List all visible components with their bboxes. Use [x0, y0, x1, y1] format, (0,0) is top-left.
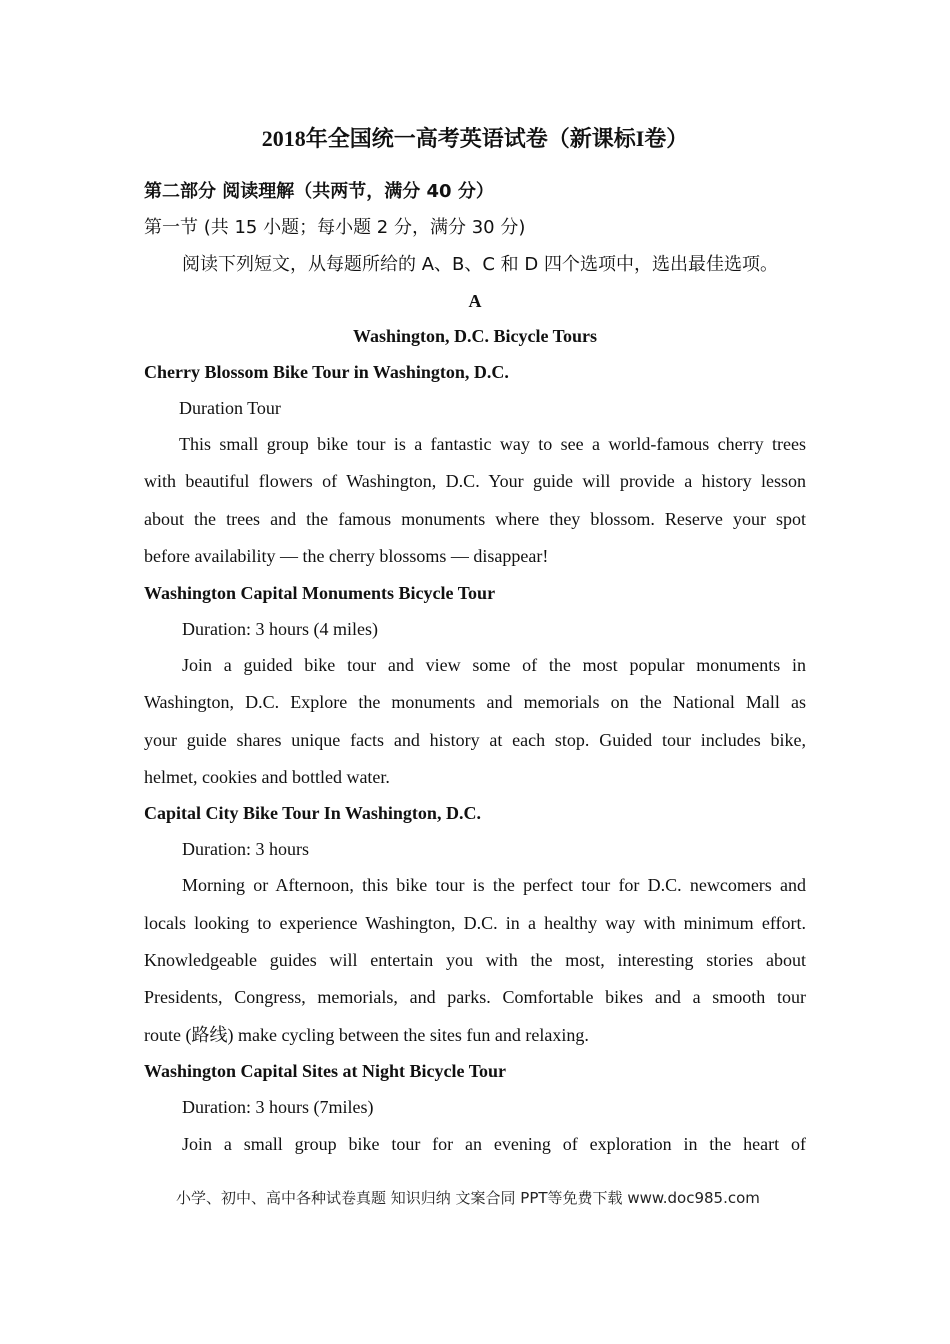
tour-heading: Cherry Blossom Bike Tour in Washington, D.C.	[144, 362, 509, 382]
section-heading: 第一节 (共 15 小题；每小题 2 分，满分 30 分)	[144, 217, 526, 238]
part-heading: 第二部分 阅读理解（共两节，满分 40 分）	[144, 181, 494, 202]
tour-duration: Duration: 3 hours (4 miles)	[182, 619, 378, 639]
tour-heading: Washington Capital Sites at Night Bicycle Tour	[144, 1061, 507, 1081]
tour-duration: Duration Tour	[179, 398, 281, 418]
paragraph-line: before availability — the cherry blossoms — disappear!	[144, 546, 549, 566]
paragraph-line: Washington, D.C. Explore the monuments and memorials on the National Mall as	[144, 692, 806, 712]
tour-heading: Washington Capital Monuments Bicycle Tour	[144, 583, 496, 603]
paragraph-line: Knowledgeable guides will entertain you with the most, interesting stories about	[144, 950, 806, 970]
paragraph-line: route (路线) make cycling between the sites fun and relaxing.	[144, 1025, 589, 1045]
tour-duration: Duration: 3 hours (7miles)	[182, 1097, 374, 1117]
paragraph-line: Join a small group bike tour for an evening of exploration in the heart of	[182, 1134, 806, 1154]
passage-title: Washington, D.C. Bicycle Tours	[352, 326, 598, 346]
passage-letter: A	[468, 291, 482, 311]
paragraph-line: about the trees and the famous monuments where they blossom. Reserve your spot	[144, 509, 806, 529]
paragraph-line: Presidents, Congress, memorials, and parks. Comfortable bikes and a smooth tour	[144, 987, 806, 1007]
page-footer: 小学、初中、高中各种试卷真题 知识归纳 文案合同 PPT等免费下载 www.doc985.com	[176, 1189, 760, 1207]
paragraph-line: Morning or Afternoon, this bike tour is the perfect tour for D.C. newcomers and	[182, 875, 806, 895]
tour-heading: Capital City Bike Tour In Washington, D.C.	[144, 803, 481, 823]
instructions: 阅读下列短文，从每题所给的 A、B、C 和 D 四个选项中，选出最佳选项。	[182, 254, 778, 275]
paragraph-line: This small group bike tour is a fantastic way to see a world-famous cherry trees	[179, 434, 806, 454]
paragraph-line: with beautiful flowers of Washington, D.C. Your guide will provide a history lesson	[144, 471, 806, 491]
paragraph-line: Join a guided bike tour and view some of the most popular monuments in	[182, 655, 806, 675]
paragraph-line: your guide shares unique facts and history at each stop. Guided tour includes bike,	[144, 730, 806, 750]
page-title: 2018年全国统一高考英语试卷（新课标I卷）	[261, 126, 689, 151]
tour-duration: Duration: 3 hours	[182, 839, 309, 859]
paragraph-line: helmet, cookies and bottled water.	[144, 767, 390, 787]
paragraph-line: locals looking to experience Washington, D.C. in a healthy way with minimum effort.	[144, 913, 806, 933]
